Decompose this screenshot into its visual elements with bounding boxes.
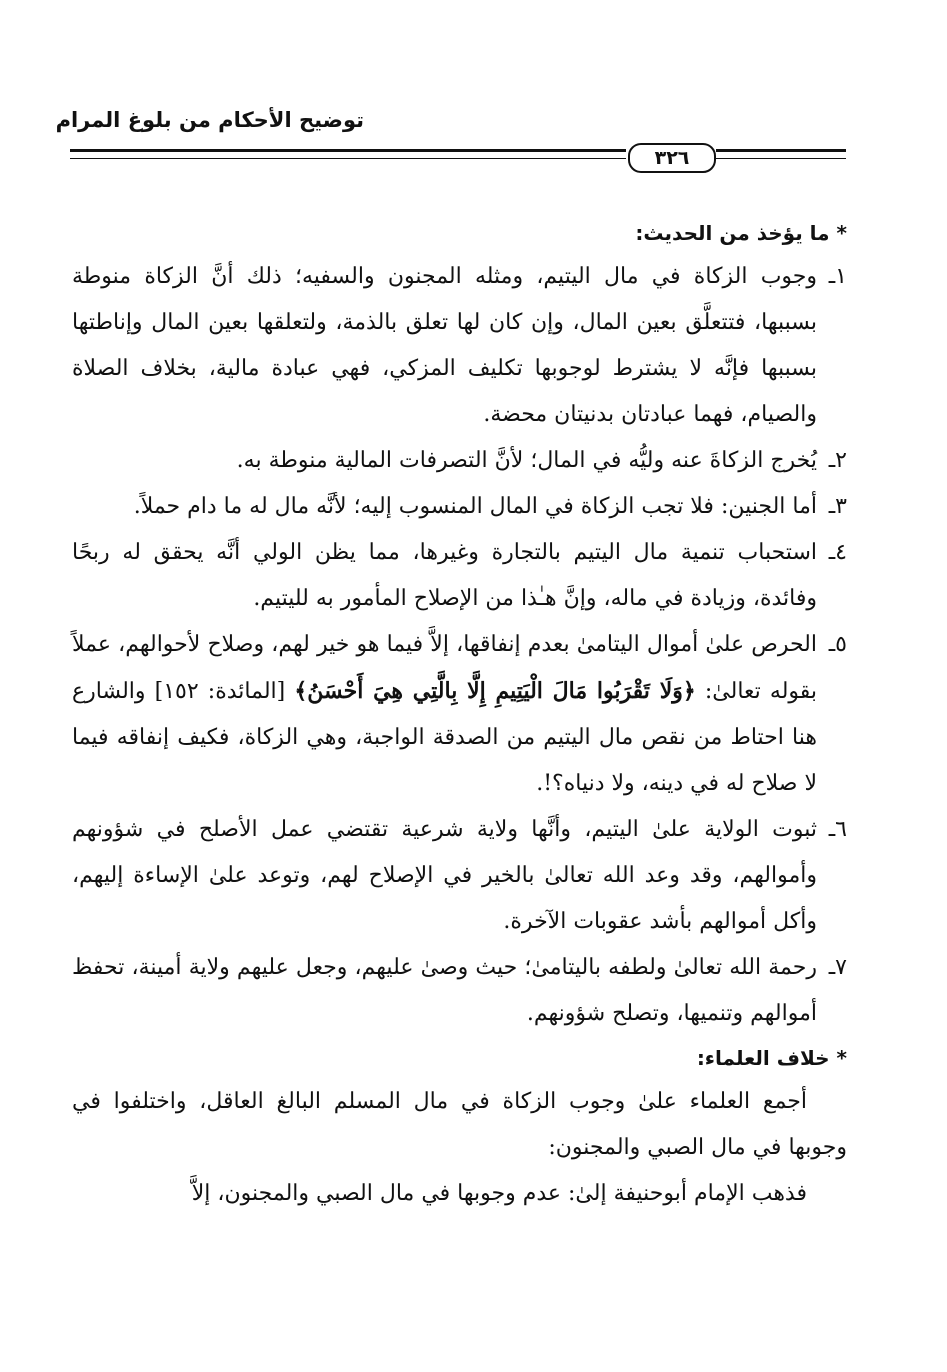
item-text: ثبوت الولاية علىٰ اليتيم، وأنَّها ولاية شرعية تقتضي عمل الأصلح في شؤونهم وأموالهم، وقد وعد الله تعالىٰ بالخير في الإصلاح لهم، وتوعد علىٰ الإساءة إليهم، وأكل أموالهم بأشد عقوبات الآخرة. — [72, 817, 817, 934]
page-body — [72, 212, 847, 1217]
takeaway-item — [72, 530, 847, 622]
header-rule-left-thin — [70, 158, 626, 159]
item-text: رحمة الله تعالىٰ ولطفه باليتامىٰ؛ حيث وصىٰ عليهم، وجعل عليهم ولاية أمينة، تحفظ أموالهم وتنميها، وتصلح شؤونهم. — [72, 955, 817, 1026]
item-number: ٦ـ — [828, 817, 847, 842]
item-text: وجوب الزكاة في مال اليتيم، ومثله المجنون والسفيه؛ ذلك أنَّ الزكاة منوطة بسببها، فتتعلَّق بعين المال، وإن كان لها تعلق بالذمة، ولتعلقها بعين المال وإناطتها بسببها فإنَّه لا يشترط لوجوبها تكليف المزكي، فهي عبادة مالية، بخلاف الصلاة والصيام، فهما عبادتان بدنيتان محضة. — [72, 264, 817, 427]
takeaway-item — [72, 484, 847, 530]
takeaways-heading: * ما يؤخذ من الحديث: — [635, 221, 847, 245]
item-text-after-verse: [المائدة: ١٥٢] والشارع هنا احتاط من نقص مال اليتيم من الصدقة الواجبة، وهي الزكاة، فكيف إنفاقه فيما لا صلاح له في دينه، ولا دنياه؟!. — [72, 679, 817, 796]
item-text: استحباب تنمية مال اليتيم بالتجارة وغيرها، مما يظن الولي أنَّه يحقق له ربحًا وفائدة، وزيادة في ماله، وإنَّ هـٰذا من الإصلاح المأمور به لليتيم. — [72, 540, 817, 611]
item-text: أما الجنين: فلا تجب الزكاة في المال المنسوب إليه؛ لأنَّه مال له ما دام حملاً. — [133, 494, 817, 519]
quran-verse: ﴿وَلَا تَقْرَبُوا مَالَ الْيَتِيمِ إِلَّا بِالَّتِي هِيَ أَحْسَنُ﴾ — [294, 678, 696, 704]
header-rule-right-thin — [716, 158, 846, 159]
item-number: ٢ـ — [828, 448, 847, 473]
disagreement-heading: * خلاف العلماء: — [696, 1046, 847, 1070]
takeaway-item — [72, 622, 847, 807]
item-number: ٣ـ — [828, 494, 847, 519]
item-number: ١ـ — [828, 264, 847, 289]
header-rule-left-thick — [70, 149, 626, 152]
disagreement-paragraph: فذهب الإمام أبوحنيفة إلىٰ: عدم وجوبها في مال الصبي والمجنون، إلاَّ — [191, 1181, 807, 1206]
takeaway-item — [72, 438, 847, 484]
takeaway-item — [72, 945, 847, 1037]
item-number: ٤ـ — [828, 540, 847, 565]
item-number: ٥ـ — [828, 632, 847, 657]
disagreement-paragraph: أجمع العلماء علىٰ وجوب الزكاة في مال المسلم البالغ العاقل، واختلفوا في وجوبها في مال الصبي والمجنون: — [72, 1089, 847, 1160]
page-number: ٣٢٦ — [628, 143, 716, 173]
item-text-before-verse: الحرص علىٰ أموال اليتامىٰ بعدم إنفاقها، إلاَّ فيما هو خير لهم، وصلاح لأحوالهم، عملاً بقوله تعالىٰ: — [72, 632, 818, 704]
header-rule-right-thick — [716, 149, 846, 152]
item-number: ٧ـ — [828, 955, 847, 980]
takeaway-item — [72, 807, 847, 945]
running-title: توضيح الأحكام من بلوغ المرام — [55, 108, 364, 132]
item-text: يُخرج الزكاةَ عنه وليُّه في المال؛ لأنَّ التصرفات المالية منوطة به. — [236, 448, 817, 473]
takeaway-item — [72, 254, 847, 438]
